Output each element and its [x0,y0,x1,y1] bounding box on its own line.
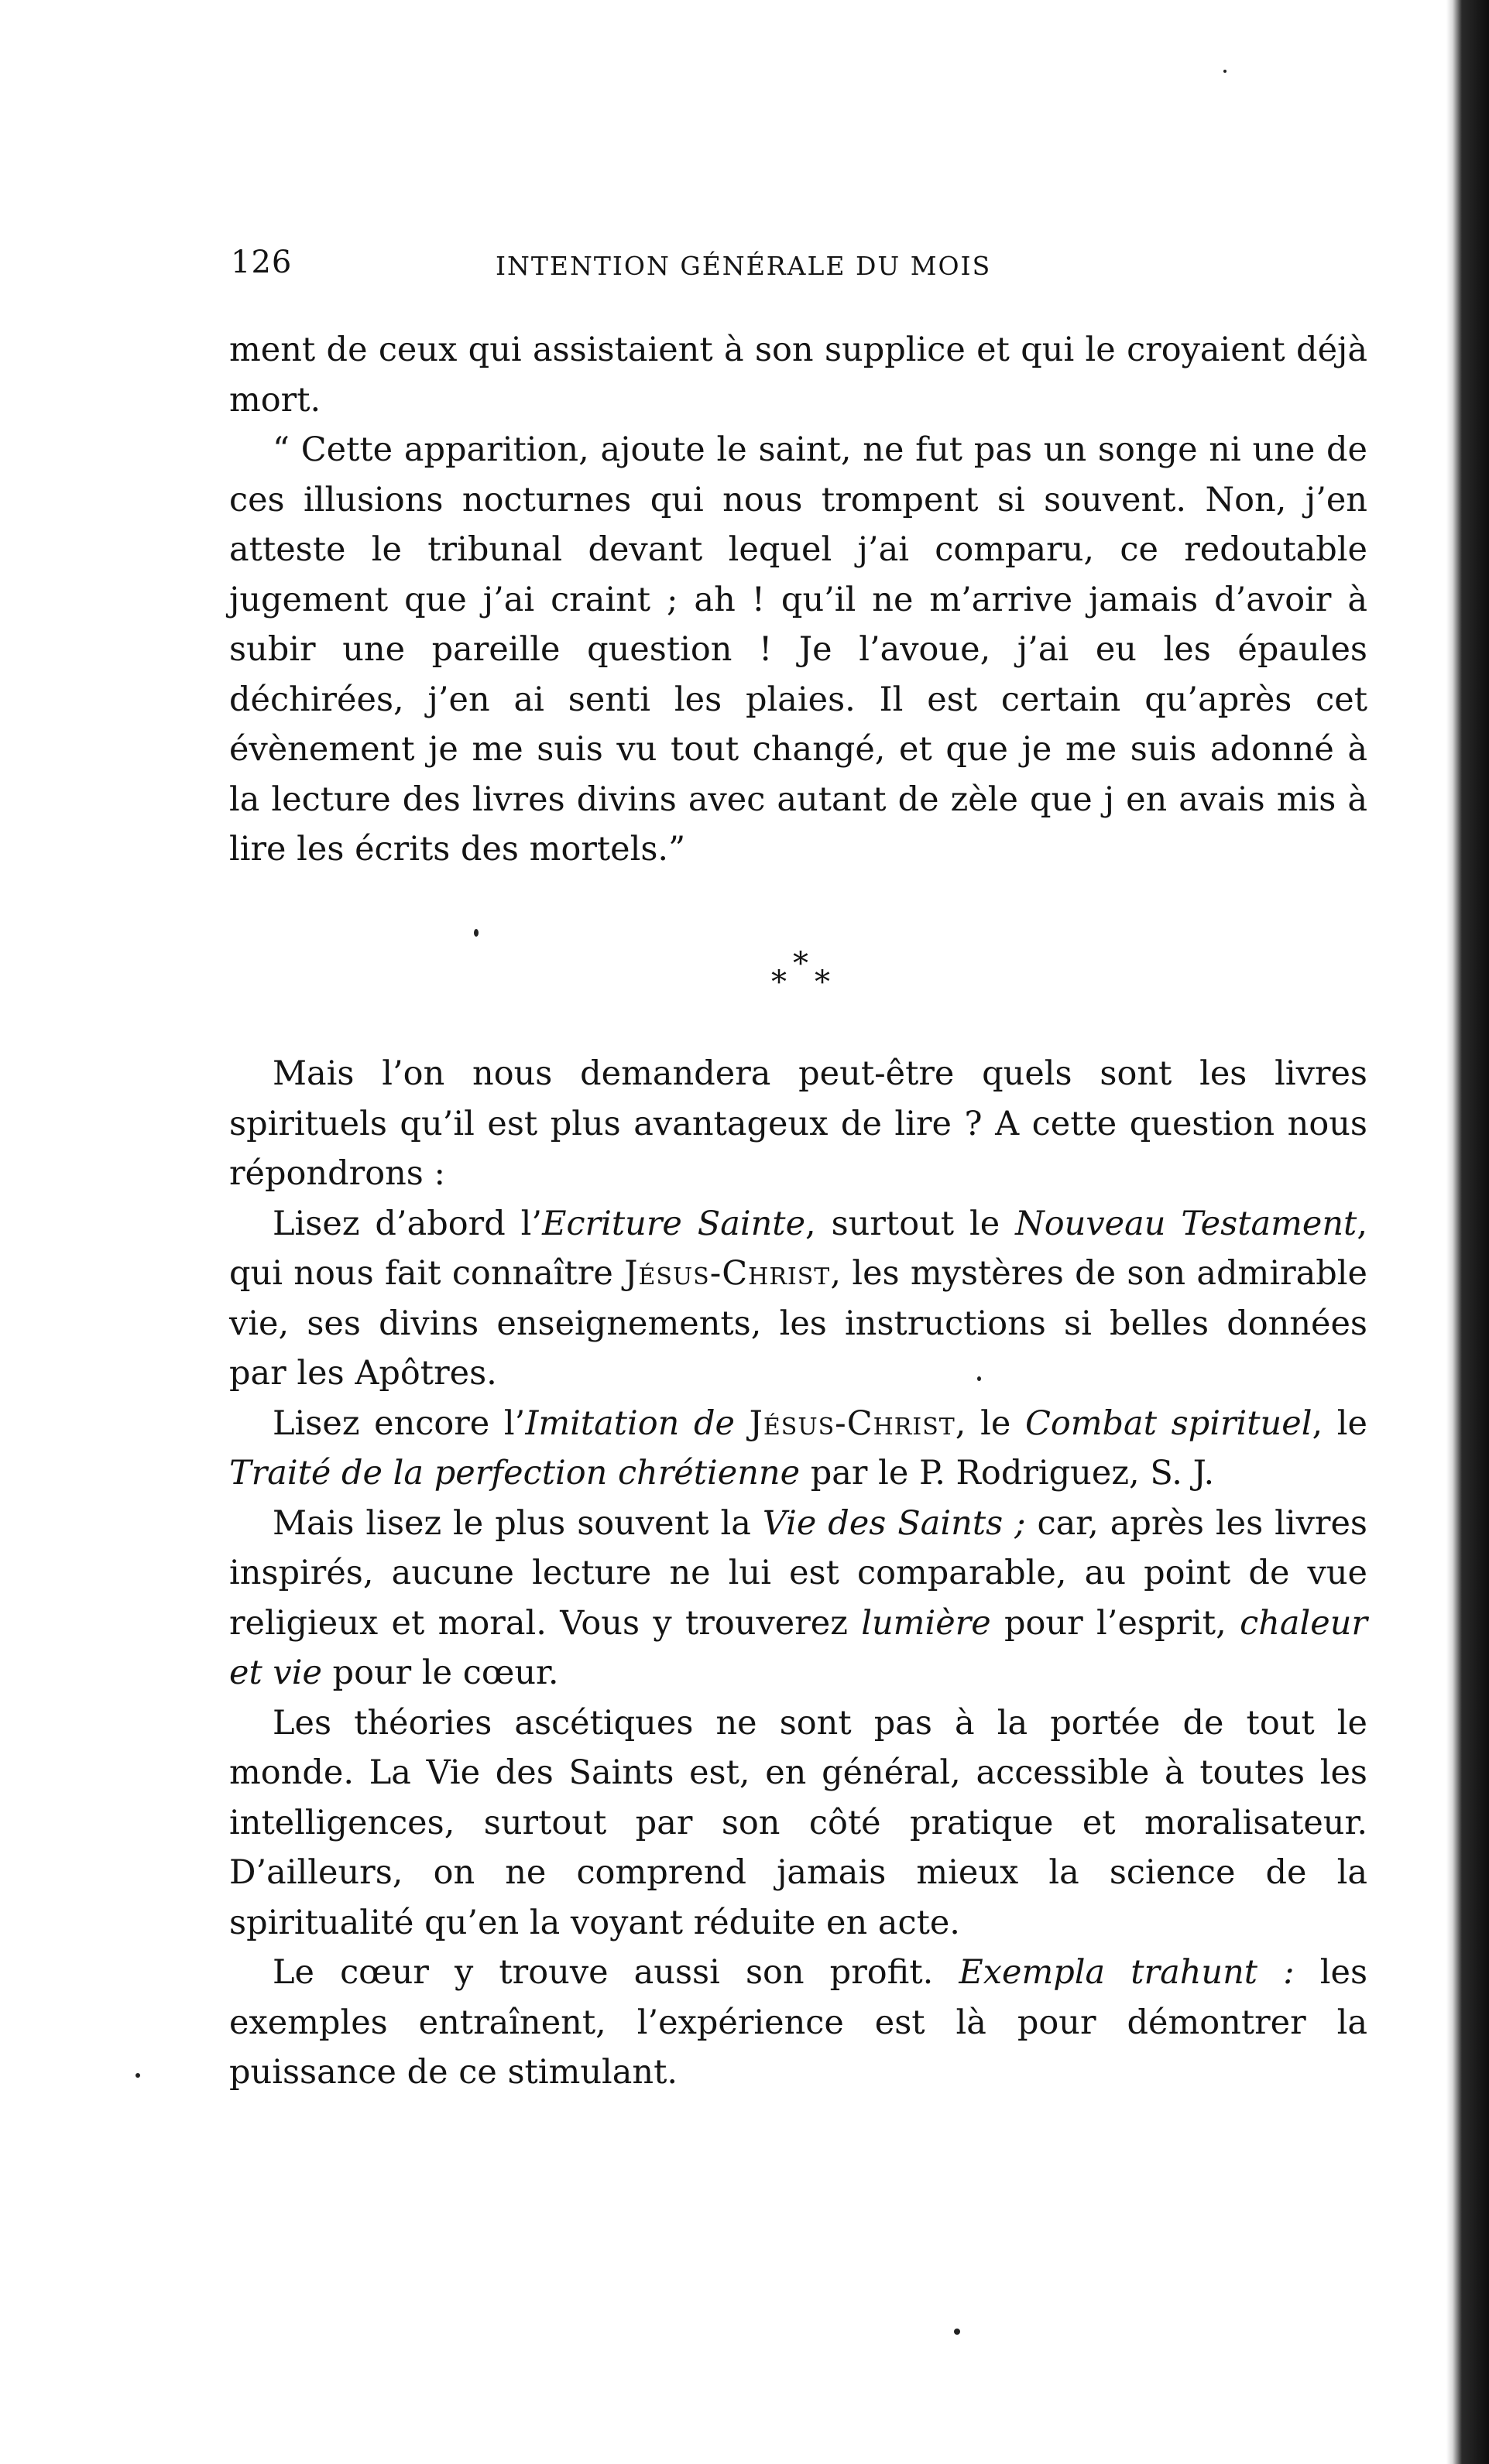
scan-speck [1223,70,1227,73]
page-number: 126 [231,245,293,280]
scan-speck [136,2073,140,2078]
asterism-ornament: * * * [771,946,830,1000]
text-block-lower [229,1049,1367,2098]
paragraph-scripture: Lisez d’abord l’Ecriture Sainte, surtout le Nouveau Testament, qui nous fait connaître Jésus-Christ, les mystères de son admirable vie, ses divins enseignements, les instructions si belles données par les Apôtres. [229,1204,1368,1393]
paragraph-question: Mais l’on nous demandera peut-être quels sont les livres spirituels qu’il est plus avantageux de lire ? A cette question nous répondrons : [229,1054,1367,1193]
running-head: INTENTION GÉNÉRALE DU MOIS [496,251,992,281]
paragraph-lives-of-saints: Mais lisez le plus souvent la Vie des Saints ; car, après les livres inspirés, aucune lecture ne lui est comparable, au point de vue religieux et moral. Vous y trouverez lumière pour l’esprit, chaleur et vie pour le cœur. [229,1503,1367,1692]
scan-speck [954,2329,960,2335]
scan-speck [474,929,479,937]
scan-speck [977,1376,981,1381]
text-block-upper [229,325,1367,875]
scan-page-edge [1446,0,1489,2464]
paragraph-quotation: “ Cette apparition, ajoute le saint, ne fut pas un songe ni une de ces illusions nocturnes qui nous trompent si souvent. Non, j’en atteste le tribunal devant lequel j’ai comparu, ce redoutable jugement que j’ai craint ; ah ! qu’il ne m’arrive jamais d’avoir à subir une pareille question ! Je l’avoue, j’ai eu les épaules déchirées, j’en ai senti les plaies. Il est certain qu’après cet évènement je me suis vu tout changé, et que je me suis adonné à la lecture des livres divins avec autant de zèle que j en avais mis à lire les écrits des mortels.” [229,430,1367,869]
paragraph-exempla: Le cœur y trouve aussi son profit. Exempla trahunt : les exemples entraînent, l’expérience est là pour démontrer la puissance de ce stimulant. [229,1953,1368,2092]
paragraph-continuation: ment de ceux qui assistaient à son supplice et qui le croyaient déjà mort. [229,331,1367,420]
paragraph-imitation: Lisez encore l’Imitation de Jésus-Christ, le Combat spirituel, le Traité de la perfection chrétienne par le P. Rodriguez, S. J. [229,1403,1367,1492]
paragraph-ascetic-theories: Les théories ascétiques ne sont pas à la portée de tout le monde. La Vie des Saints est, en général, accessible à toutes les intelligences, surtout par son côté pratique et moralisateur. D’ailleurs, on ne comprend jamais mieux la science de la spiritualité qu’en la voyant réduite en acte. [229,1703,1367,1942]
